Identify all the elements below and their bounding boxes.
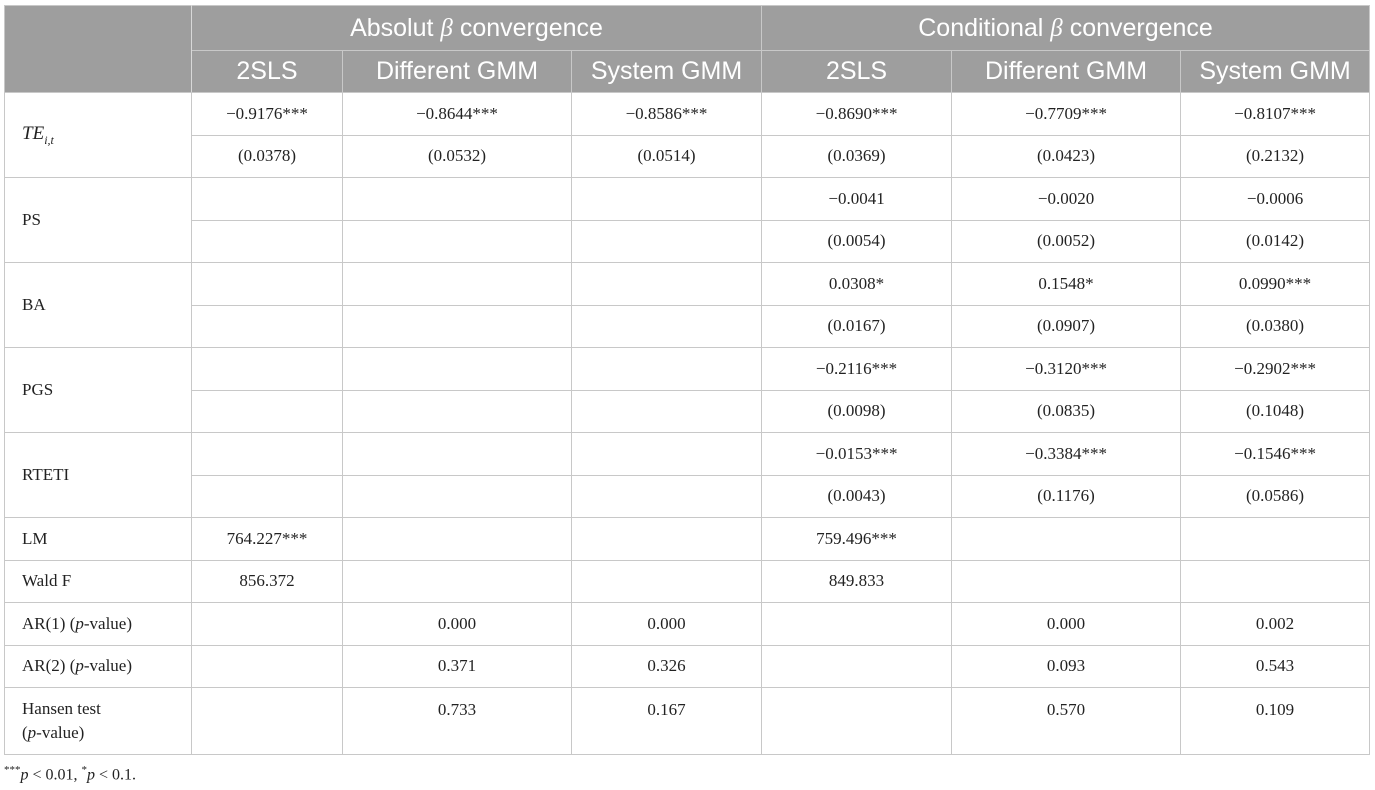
coef-cell: −0.3384*** <box>952 433 1181 476</box>
row-label-ba: BA <box>5 263 192 348</box>
se-cell <box>572 390 762 433</box>
coef-cell: −0.8644*** <box>343 93 572 136</box>
stat-cell: 0.167 <box>572 688 762 755</box>
se-cell: (0.0369) <box>762 135 952 178</box>
row-label-ar2: AR(2) (p-value) <box>5 645 192 688</box>
se-cell: (0.0043) <box>762 475 952 518</box>
coef-cell: 0.0308* <box>762 263 952 306</box>
table-row <box>5 560 1370 603</box>
table-row <box>5 178 1370 221</box>
coef-cell: 0.0990*** <box>1181 263 1370 306</box>
table-row <box>5 263 1370 306</box>
col-header-abs-sys-gmm: System GMM <box>572 51 762 93</box>
coef-cell: −0.8690*** <box>762 93 952 136</box>
se-cell: (0.0098) <box>762 390 952 433</box>
se-cell <box>192 220 343 263</box>
header-group-absolute: Absolut β convergence <box>192 6 762 51</box>
se-cell: (0.0423) <box>952 135 1181 178</box>
se-cell: (0.1048) <box>1181 390 1370 433</box>
stat-cell <box>762 645 952 688</box>
coef-cell: −0.0006 <box>1181 178 1370 221</box>
stat-cell <box>762 688 952 755</box>
row-label-rteti: RTETI <box>5 433 192 518</box>
stat-cell <box>192 688 343 755</box>
coef-cell: −0.3120*** <box>952 348 1181 391</box>
stat-cell: 0.093 <box>952 645 1181 688</box>
stat-cell: 0.326 <box>572 645 762 688</box>
coef-cell: −0.8586*** <box>572 93 762 136</box>
table-row <box>5 433 1370 476</box>
coef-cell <box>343 348 572 391</box>
se-cell <box>572 305 762 348</box>
row-label-wald-f: Wald F <box>5 560 192 603</box>
row-label-ps: PS <box>5 178 192 263</box>
row-label-lm: LM <box>5 518 192 561</box>
stat-cell: 0.000 <box>343 603 572 646</box>
header-group-conditional: Conditional β convergence <box>762 6 1370 51</box>
se-cell <box>343 475 572 518</box>
table-row <box>5 688 1370 755</box>
se-cell: (0.0142) <box>1181 220 1370 263</box>
table-row <box>5 220 1370 263</box>
row-label-pgs: PGS <box>5 348 192 433</box>
coef-cell <box>192 263 343 306</box>
stat-cell <box>952 518 1181 561</box>
row-label-te: $TE_{i,t}$ <box>5 93 192 178</box>
stat-cell <box>952 560 1181 603</box>
coef-cell <box>343 263 572 306</box>
stat-cell: 0.570 <box>952 688 1181 755</box>
table-row <box>5 475 1370 518</box>
stat-cell <box>572 518 762 561</box>
se-cell <box>572 220 762 263</box>
row-label-ar1: AR(1) (p-value) <box>5 603 192 646</box>
stat-cell: 849.833 <box>762 560 952 603</box>
coef-cell <box>572 348 762 391</box>
se-cell <box>343 305 572 348</box>
se-cell: (0.0052) <box>952 220 1181 263</box>
beta-symbol: β <box>440 14 453 42</box>
se-cell: (0.0378) <box>192 135 343 178</box>
se-cell: (0.0835) <box>952 390 1181 433</box>
stat-cell <box>1181 518 1370 561</box>
stat-cell: 0.000 <box>572 603 762 646</box>
stat-cell: 856.372 <box>192 560 343 603</box>
stat-cell: 0.733 <box>343 688 572 755</box>
se-cell <box>343 390 572 433</box>
table-row <box>5 135 1370 178</box>
se-cell <box>343 220 572 263</box>
table-row <box>5 93 1370 136</box>
stat-cell <box>343 518 572 561</box>
se-cell: (0.0167) <box>762 305 952 348</box>
stat-cell: 759.496*** <box>762 518 952 561</box>
coef-cell: −0.9176*** <box>192 93 343 136</box>
stat-cell <box>762 603 952 646</box>
significance-footnote: ***p < 0.01, *p < 0.1. <box>4 764 137 784</box>
coef-cell: −0.2902*** <box>1181 348 1370 391</box>
stat-cell <box>1181 560 1370 603</box>
coef-cell: −0.7709*** <box>952 93 1181 136</box>
se-cell: (0.0054) <box>762 220 952 263</box>
regression-table <box>4 5 1370 755</box>
col-header-abs-2sls: 2SLS <box>192 51 343 93</box>
coef-cell <box>572 178 762 221</box>
stat-cell: 0.371 <box>343 645 572 688</box>
stat-cell: 0.000 <box>952 603 1181 646</box>
table-row <box>5 390 1370 433</box>
coef-cell <box>572 433 762 476</box>
coef-cell <box>192 348 343 391</box>
col-header-cond-diff-gmm: Different GMM <box>952 51 1181 93</box>
se-cell: (0.0514) <box>572 135 762 178</box>
stat-cell: 764.227*** <box>192 518 343 561</box>
se-cell: (0.0586) <box>1181 475 1370 518</box>
col-header-cond-sys-gmm: System GMM <box>1181 51 1370 93</box>
table-row <box>5 348 1370 391</box>
col-header-abs-diff-gmm: Different GMM <box>343 51 572 93</box>
coef-cell <box>343 178 572 221</box>
coef-cell: −0.8107*** <box>1181 93 1370 136</box>
coef-cell: −0.0153*** <box>762 433 952 476</box>
col-header-cond-2sls: 2SLS <box>762 51 952 93</box>
coef-cell: −0.2116*** <box>762 348 952 391</box>
se-cell: (0.0907) <box>952 305 1181 348</box>
table-row <box>5 645 1370 688</box>
table-row <box>5 603 1370 646</box>
table-row <box>5 518 1370 561</box>
coef-cell: −0.0041 <box>762 178 952 221</box>
se-cell <box>192 390 343 433</box>
stat-cell <box>572 560 762 603</box>
table-row <box>5 305 1370 348</box>
header-corner <box>5 6 192 93</box>
se-cell: (0.2132) <box>1181 135 1370 178</box>
coef-cell <box>192 178 343 221</box>
se-cell: (0.1176) <box>952 475 1181 518</box>
coef-cell: 0.1548* <box>952 263 1181 306</box>
se-cell <box>572 475 762 518</box>
coef-cell: −0.1546*** <box>1181 433 1370 476</box>
se-cell: (0.0532) <box>343 135 572 178</box>
stat-cell <box>192 603 343 646</box>
beta-symbol: β <box>1050 14 1063 42</box>
se-cell: (0.0380) <box>1181 305 1370 348</box>
coef-cell <box>192 433 343 476</box>
stat-cell <box>192 645 343 688</box>
stat-cell: 0.002 <box>1181 603 1370 646</box>
coef-cell <box>343 433 572 476</box>
row-label-hansen: Hansen test (p-value) <box>5 688 192 755</box>
stat-cell <box>343 560 572 603</box>
stat-cell: 0.109 <box>1181 688 1370 755</box>
coef-cell <box>572 263 762 306</box>
stat-cell: 0.543 <box>1181 645 1370 688</box>
se-cell <box>192 475 343 518</box>
se-cell <box>192 305 343 348</box>
coef-cell: −0.0020 <box>952 178 1181 221</box>
